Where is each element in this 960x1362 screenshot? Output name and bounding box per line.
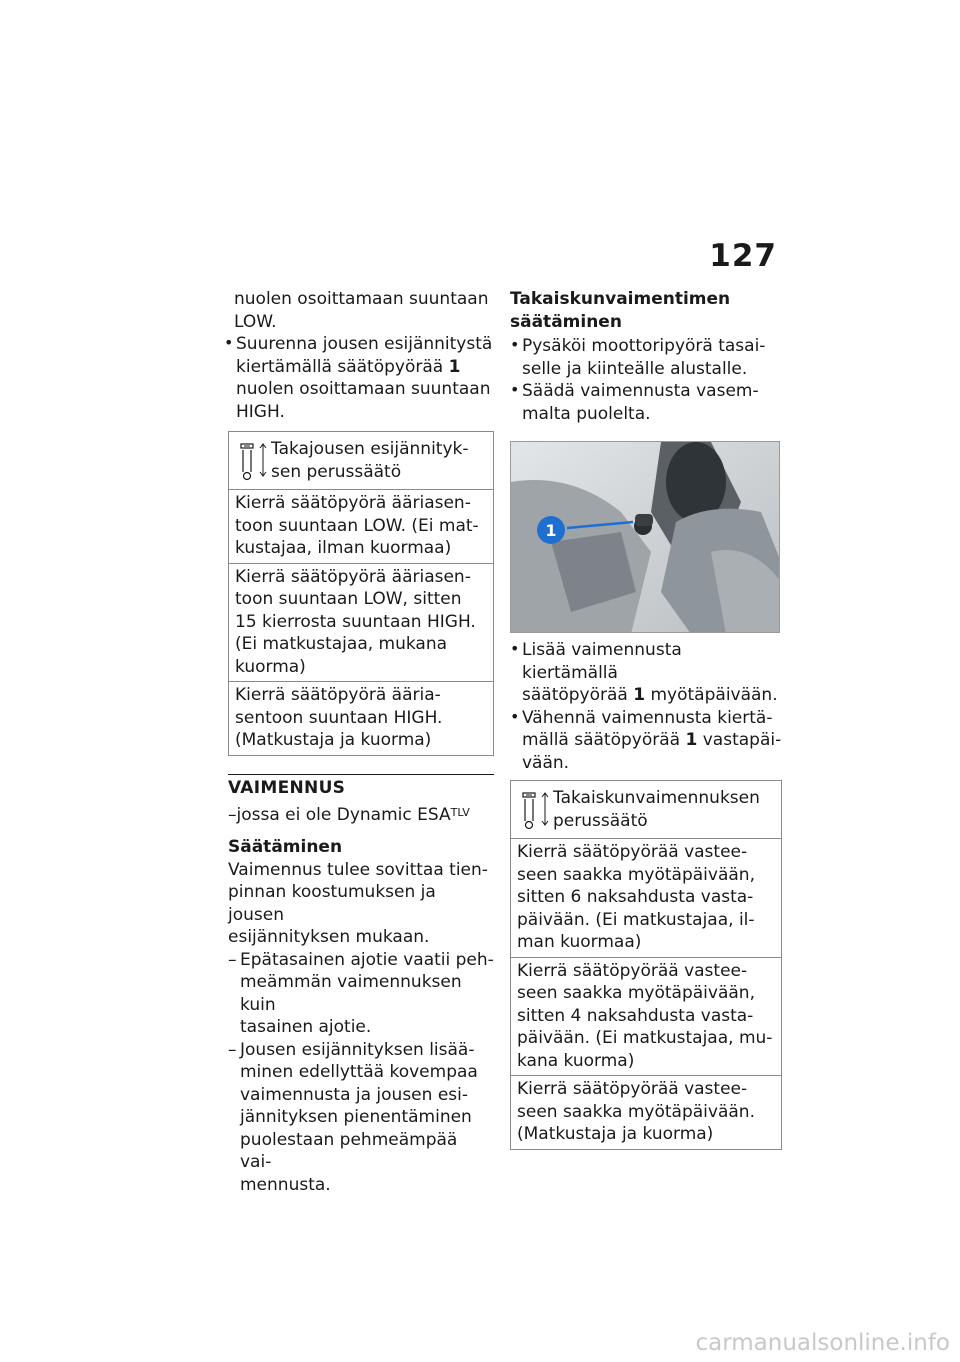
bullet-text: • Lisää vaimennusta kiertämällä bbox=[522, 640, 682, 683]
bullet-text: vään. bbox=[522, 752, 570, 773]
bullet-text: HIGH. bbox=[236, 401, 285, 422]
damper-adjuster-photo bbox=[510, 441, 780, 633]
continued-text-line: nuolen osoittamaan suuntaan bbox=[234, 289, 489, 309]
page-number: 127 bbox=[709, 238, 777, 274]
table-row: Kierrä säätöpyörä ääriasen- toon suuntaan LOW, sitten 15 kierrosta suuntaan HIGH. (Ei matkustajaa, mukana kuorma) bbox=[229, 563, 493, 682]
intro-paragraph: Vaimennus tulee sovittaa tien- pinnan koostumuksen ja jousen esijännityksen mukaan. bbox=[228, 859, 488, 947]
table-header bbox=[511, 781, 781, 838]
bullet-text: • Pysäköi moottoripyörä tasai- selle ja kiinteälle alustalle. bbox=[522, 336, 766, 379]
watermark: carmanualsonline.info bbox=[695, 1330, 950, 1356]
bullet-text-part: myötäpäivään. bbox=[650, 685, 778, 705]
table-row: Kierrä säätöpyörää vastee- seen saakka myötäpäivään, sitten 4 naksahdusta vasta- päivään. (Ei matkustajaa, mu- kana kuorma) bbox=[511, 957, 781, 1076]
spring-adjust-icon bbox=[235, 440, 271, 482]
bullet-text-part: mällä säätöpyörää bbox=[522, 730, 681, 750]
heading: Takaiskunvaimentimen säätäminen bbox=[510, 289, 731, 332]
item-reference: 1 bbox=[685, 730, 698, 750]
subheading: Säätäminen bbox=[228, 837, 343, 857]
photo-illustration bbox=[511, 442, 780, 633]
table-row: Kierrä säätöpyörää vastee- seen saakka myötäpäivään, sitten 6 naksahdusta vasta- päivään. (Ei matkustajaa, il- man kuormaa) bbox=[511, 838, 781, 957]
bullet-text: • Suurenna jousen esijännitystä bbox=[236, 334, 493, 354]
damping-table bbox=[510, 780, 782, 1150]
section-title: VAIMENNUS bbox=[228, 774, 494, 798]
bullet-item bbox=[510, 335, 782, 380]
section-subtitle bbox=[228, 804, 494, 827]
photo-callout-label: 1 bbox=[545, 521, 557, 540]
bullet-text: • Vähennä vaimennusta kiertä- bbox=[522, 707, 773, 728]
table-header bbox=[229, 432, 493, 489]
bullet-text bbox=[236, 356, 494, 379]
item-reference: 1 bbox=[448, 356, 461, 377]
table-header-text: Takaiskunvaimennuksen perussäätö bbox=[553, 788, 760, 831]
section-subtitle-text: –jossa ei ole Dynamic ESA bbox=[228, 804, 451, 825]
bullet-item bbox=[510, 380, 782, 425]
dash-mark: – bbox=[228, 949, 237, 970]
bullet-text bbox=[522, 729, 782, 752]
bullet-item bbox=[510, 639, 782, 707]
bullet-item bbox=[224, 333, 494, 423]
left-column bbox=[224, 288, 494, 1196]
right-column bbox=[510, 288, 782, 1150]
table-row: Kierrä säätöpyörä ääriasen- toon suuntaan LOW. (Ei mat- kustajaa, ilman kuormaa) bbox=[229, 489, 493, 563]
bullet-item bbox=[510, 707, 782, 775]
dash-item bbox=[228, 949, 494, 1039]
bullet-text bbox=[522, 684, 782, 707]
spring-preload-table bbox=[228, 431, 494, 756]
spring-adjust-icon bbox=[517, 789, 553, 831]
dash-mark: – bbox=[228, 1039, 237, 1060]
bullet-text: nuolen osoittamaan suuntaan bbox=[236, 379, 491, 399]
table-row: Kierrä säätöpyörää vastee- seen saakka myötäpäivään. (Matkustaja ja kuorma) bbox=[511, 1075, 781, 1149]
table-row: Kierrä säätöpyörä ääria- sentoon suuntaan HIGH. (Matkustaja ja kuorma) bbox=[229, 681, 493, 755]
table-header-text: Takajousen esijännityk- sen perussäätö bbox=[271, 439, 469, 482]
continued-text-line: LOW. bbox=[234, 311, 277, 332]
bullet-text-part: vastapäi- bbox=[702, 730, 782, 750]
dash-text: Epätasainen ajotie vaatii peh- meämmän vaimennuksen kuin tasainen ajotie. bbox=[240, 949, 494, 1037]
section-damping bbox=[228, 774, 494, 1197]
dash-item bbox=[228, 1039, 494, 1197]
bullet-text-part: säätöpyörää bbox=[522, 685, 628, 705]
item-reference: 1 bbox=[633, 685, 646, 705]
bullet-text: • Säädä vaimennusta vasem- malta puolelta. bbox=[522, 381, 759, 424]
section-superscript: TLV bbox=[450, 805, 470, 819]
dash-text: Jousen esijännityksen lisää- minen edellyttää kovempaa vaimennusta ja jousen esi- jännityksen pienentäminen puolestaan pehmeämpää vai- mennusta. bbox=[240, 1039, 478, 1195]
bullet-text-part: kiertämällä säätöpyörää bbox=[236, 356, 444, 377]
